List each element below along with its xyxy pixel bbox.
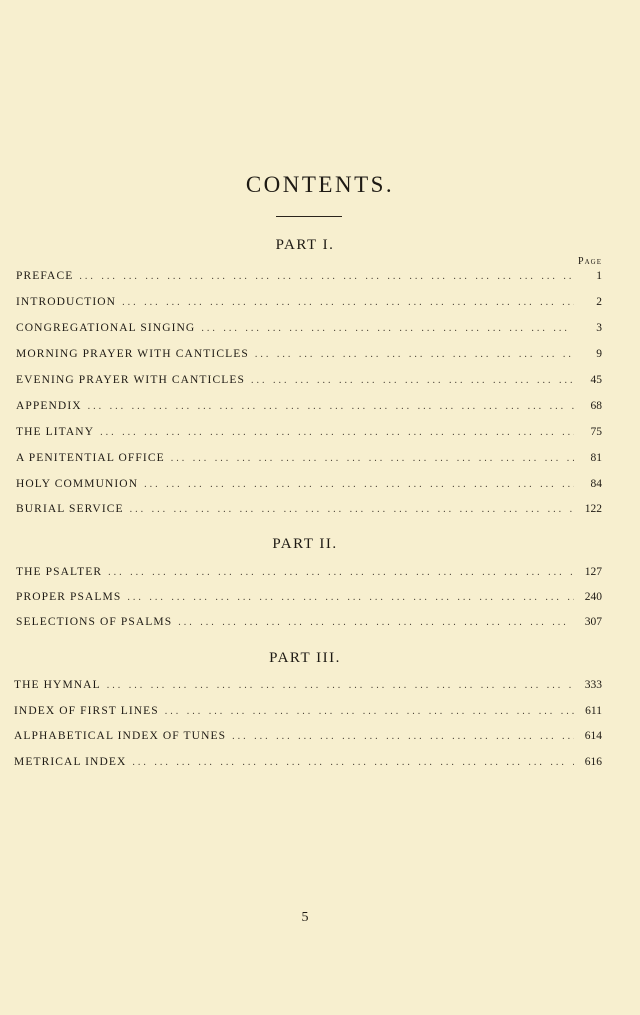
- entry-page: 75: [590, 426, 602, 438]
- toc-entry: [16, 452, 602, 468]
- entry-page: 84: [590, 478, 602, 490]
- toc-entry: [16, 348, 602, 364]
- entry-page: 240: [584, 591, 602, 603]
- toc-entry: [14, 679, 602, 695]
- leader-dots: [178, 617, 574, 628]
- toc-entry: [16, 322, 602, 338]
- entry-title: CONGREGATIONAL SINGING: [16, 322, 196, 334]
- entry-page: 1: [596, 270, 602, 282]
- toc-entry: [16, 426, 602, 442]
- entry-page: 127: [584, 566, 602, 578]
- entry-page: 616: [584, 756, 602, 768]
- leader-dots: [100, 427, 574, 438]
- entry-title: THE LITANY: [16, 426, 95, 438]
- entry-title: METRICAL INDEX: [14, 756, 127, 768]
- entry-page: 333: [584, 679, 602, 691]
- toc-entry: [16, 591, 602, 607]
- leader-dots: [132, 757, 574, 768]
- toc-entry: [14, 730, 602, 746]
- leader-dots: [251, 375, 574, 386]
- entry-title: PREFACE: [16, 270, 74, 282]
- entry-page: 3: [596, 322, 602, 334]
- leader-dots: [108, 567, 574, 578]
- entry-title: INTRODUCTION: [16, 296, 117, 308]
- entry-page: 45: [590, 374, 602, 386]
- entry-title: HOLY COMMUNION: [16, 478, 139, 490]
- toc-entry: [16, 503, 602, 519]
- leader-dots: [122, 297, 574, 308]
- toc-entry: [16, 374, 602, 390]
- toc-entry: [16, 270, 602, 286]
- toc-entry: [16, 296, 602, 312]
- page-number: 5: [301, 910, 309, 925]
- entry-title: PROPER PSALMS: [16, 591, 122, 603]
- part-heading: PART III.: [269, 650, 341, 666]
- entry-title: INDEX OF FIRST LINES: [14, 705, 159, 717]
- leader-dots: [107, 680, 574, 691]
- leader-dots: [232, 731, 574, 742]
- entry-page: 122: [584, 503, 602, 515]
- toc-entry: [16, 566, 602, 582]
- part-heading: PART II.: [272, 536, 338, 552]
- toc-entry: [14, 705, 602, 721]
- leader-dots: [79, 271, 574, 282]
- entry-title: ALPHABETICAL INDEX OF TUNES: [14, 730, 227, 742]
- entry-title: A PENITENTIAL OFFICE: [16, 452, 165, 464]
- leader-dots: [171, 453, 574, 464]
- entry-title: MORNING PRAYER WITH CANTICLES: [16, 348, 249, 360]
- entry-title: SELECTIONS OF PSALMS: [16, 616, 173, 628]
- toc-entry: [16, 616, 602, 632]
- part-heading: PART I.: [275, 237, 335, 253]
- leader-dots: [144, 479, 574, 490]
- entry-title: APPENDIX: [16, 400, 82, 412]
- leader-dots: [201, 323, 574, 334]
- entry-title: THE HYMNAL: [14, 679, 101, 691]
- toc-entry: [14, 756, 602, 772]
- entry-title: EVENING PRAYER WITH CANTICLES: [16, 374, 245, 386]
- leader-dots: [255, 349, 574, 360]
- toc-entry: [16, 478, 602, 494]
- entry-page: 68: [590, 400, 602, 412]
- entry-page: 307: [584, 616, 602, 628]
- leader-dots: [127, 592, 574, 603]
- entry-page: 2: [596, 296, 602, 308]
- page-title: CONTENTS.: [245, 172, 395, 197]
- entry-title: THE PSALTER: [16, 566, 103, 578]
- leader-dots: [165, 706, 574, 717]
- title-divider: [276, 216, 342, 217]
- entry-page: 9: [596, 348, 602, 360]
- entry-page: 81: [590, 452, 602, 464]
- entry-title: BURIAL SERVICE: [16, 503, 124, 515]
- entry-page: 611: [585, 705, 602, 717]
- leader-dots: [88, 401, 574, 412]
- leader-dots: [130, 504, 574, 515]
- page-column-header: Page: [578, 256, 602, 267]
- toc-entry: [16, 400, 602, 416]
- entry-page: 614: [584, 730, 602, 742]
